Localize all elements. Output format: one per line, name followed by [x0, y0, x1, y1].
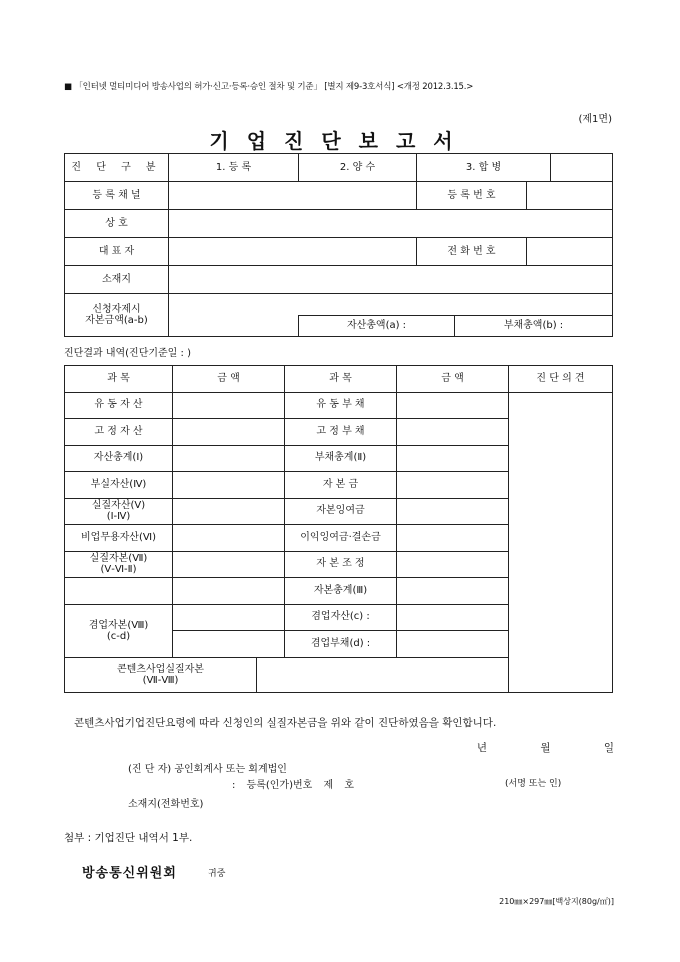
- capital-adjustment-label: 자 본 조 정: [285, 551, 397, 578]
- regulation-header: ■ 「인터넷 멀티미디어 방송사업의 허가·신고·등록·승인 절차 및 기준」 [별지 제9-3호서식] <개정 2012.3.15.>: [64, 82, 474, 92]
- side-capital-amount-2[interactable]: [173, 631, 285, 658]
- col-amount2-header: 금 액: [397, 366, 509, 393]
- col-item-header: 과 목: [65, 366, 173, 393]
- blank-left-amount[interactable]: [173, 578, 285, 605]
- current-assets-amount[interactable]: [173, 392, 285, 419]
- diagnosis-results-table: [64, 365, 613, 693]
- form-title: 기업진단보고서: [209, 129, 471, 153]
- opinion-field[interactable]: [509, 392, 613, 692]
- bad-assets-label: 부실자산(Ⅳ): [65, 472, 173, 499]
- location-label: 소재지: [65, 266, 169, 294]
- fixed-liabilities-label: 고 정 부 채: [285, 419, 397, 446]
- non-business-assets-amount[interactable]: [173, 525, 285, 552]
- side-capital-line1: 겸업자본(Ⅷ): [88, 619, 149, 631]
- real-assets-line2: (Ⅰ-Ⅳ): [106, 511, 131, 523]
- blank-left-label: [65, 578, 173, 605]
- reg-no-field[interactable]: [527, 182, 613, 210]
- content-capital-line2: (Ⅶ-Ⅷ): [142, 674, 179, 686]
- current-assets-label: 유 동 자 산: [65, 392, 173, 419]
- real-capital-line2: (Ⅴ-Ⅵ-Ⅱ): [100, 564, 137, 576]
- trade-name-label: 상 호: [65, 210, 169, 238]
- capital-label-line2: 자본금액(a-b): [85, 315, 148, 326]
- page-label: (제1면): [578, 114, 612, 125]
- capital-adjustment-amount[interactable]: [397, 551, 509, 578]
- capital-surplus-label: 자본잉여금: [285, 498, 397, 525]
- capital-blank: [169, 315, 299, 337]
- option-blank: [551, 154, 613, 182]
- col-amount-header: 금 액: [173, 366, 285, 393]
- diagnostician-line: (진 단 자) 공인회계사 또는 회계법인: [128, 764, 287, 775]
- attachment-line: 첨부 : 기업진단 내역서 1부.: [64, 832, 193, 844]
- option-transfer[interactable]: 2. 양 수: [299, 154, 417, 182]
- total-liabilities-amount[interactable]: [397, 445, 509, 472]
- current-liabilities-label: 유 동 부 채: [285, 392, 397, 419]
- real-assets-label: [65, 498, 173, 525]
- ceo-label: 대 표 자: [65, 238, 169, 266]
- phone-field[interactable]: [527, 238, 613, 266]
- fixed-liabilities-amount[interactable]: [397, 419, 509, 446]
- registration-line: : 등록(인가)번호 제 호: [232, 780, 354, 791]
- channel-label: 등 록 채 널: [65, 182, 169, 210]
- col-opinion-header: 진 단 의 견: [509, 366, 613, 393]
- current-liabilities-amount[interactable]: [397, 392, 509, 419]
- signature-label: (서명 또는 인): [505, 779, 562, 789]
- bad-assets-amount[interactable]: [173, 472, 285, 499]
- side-assets-amount[interactable]: [397, 604, 509, 631]
- capital-surplus-amount[interactable]: [397, 498, 509, 525]
- results-label: 진단결과 내역(진단기준일 : ): [64, 348, 191, 359]
- capital-label-line1: 신청자제시: [92, 304, 141, 315]
- diag-type-label: 진 단 구 분: [65, 154, 169, 182]
- total-liabilities-label: 부채총계(Ⅱ): [285, 445, 397, 472]
- side-capital-label: [65, 604, 173, 657]
- fixed-assets-amount[interactable]: [173, 419, 285, 446]
- content-capital-amount[interactable]: [257, 657, 509, 692]
- total-assets-label: 자산총계(Ⅰ): [65, 445, 173, 472]
- real-capital-label: [65, 551, 173, 578]
- recipient-suffix: 귀중: [208, 869, 226, 879]
- capital-stock-label: 자 본 금: [285, 472, 397, 499]
- content-capital-label: [65, 657, 257, 692]
- real-capital-amount[interactable]: [173, 551, 285, 578]
- location-field[interactable]: [169, 266, 613, 294]
- capital-label: [65, 294, 169, 337]
- channel-field[interactable]: [169, 182, 417, 210]
- side-capital-amount-1[interactable]: [173, 604, 285, 631]
- trade-name-field[interactable]: [169, 210, 613, 238]
- side-capital-line2: (c-d): [106, 630, 131, 642]
- total-liabilities-field[interactable]: 부채총액(b) :: [455, 315, 613, 337]
- real-assets-amount[interactable]: [173, 498, 285, 525]
- retained-earnings-amount[interactable]: [397, 525, 509, 552]
- col-item2-header: 과 목: [285, 366, 397, 393]
- reg-no-label: 등 록 번 호: [417, 182, 527, 210]
- phone-label: 전 화 번 호: [417, 238, 527, 266]
- recipient-name: 방송통신위원회: [82, 866, 177, 881]
- fixed-assets-label: 고 정 자 산: [65, 419, 173, 446]
- paper-spec: 210㎜×297㎜[백상지(80g/㎡)]: [499, 897, 614, 906]
- capital-stock-amount[interactable]: [397, 472, 509, 499]
- content-capital-line1: 콘텐츠사업실질자본: [117, 663, 204, 675]
- address-line: 소재지(전화번호): [128, 799, 204, 810]
- real-assets-line1: 실질자산(Ⅴ): [91, 500, 146, 512]
- total-assets-amount[interactable]: [173, 445, 285, 472]
- capital-field[interactable]: [169, 294, 613, 316]
- ceo-field[interactable]: [169, 238, 417, 266]
- total-capital-label: 자본총계(Ⅲ): [285, 578, 397, 605]
- side-assets-label: 겸업자산(c) :: [285, 604, 397, 631]
- total-capital-amount[interactable]: [397, 578, 509, 605]
- non-business-assets-label: 비업무용자산(Ⅵ): [65, 525, 173, 552]
- retained-earnings-label: 이익잉여금·결손금: [285, 525, 397, 552]
- real-capital-line1: 실질자본(Ⅶ): [89, 553, 148, 565]
- option-merger[interactable]: 3. 합 병: [417, 154, 551, 182]
- applicant-info-table: [64, 153, 613, 337]
- side-liabilities-amount[interactable]: [397, 631, 509, 658]
- option-registration[interactable]: 1. 등 록: [169, 154, 299, 182]
- date-line: 년 월 일: [476, 742, 614, 754]
- side-liabilities-label: 겸업부채(d) :: [285, 631, 397, 658]
- total-assets-field[interactable]: 자산총액(a) :: [299, 315, 455, 337]
- confirmation-text: 콘텐츠사업기업진단요령에 따라 신청인의 실질자본금을 위와 같이 진단하였음을 확인합니다.: [74, 717, 497, 729]
